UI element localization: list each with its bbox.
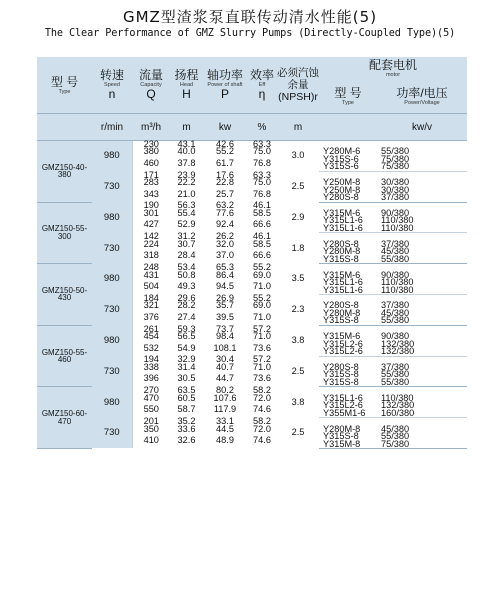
motor-power-cell: 90/380 (381, 208, 410, 219)
efficiency-cell: 73.6 (253, 342, 271, 353)
npsh-cell: 3.0 (291, 150, 305, 161)
motor-type-cell: Y315L2-6 (323, 400, 363, 411)
motor-power-cell: 132/380 (377, 348, 467, 356)
power-cell: 48.9 (216, 435, 234, 446)
header-efficiency-symbol: η (258, 87, 266, 101)
capacity-cell: 460 (132, 156, 170, 171)
motor-power-cell: 55/380 (381, 146, 410, 157)
npsh-cell: 3.5 (291, 273, 305, 284)
header-power-cn: 轴功率 (206, 68, 243, 82)
power-cell: 30.4 (216, 354, 234, 365)
capacity-cell: 380 (132, 148, 170, 155)
motor-power-cell: 55/380 (381, 369, 410, 380)
header-efficiency-en: Eff (258, 82, 266, 88)
speed-cell: 730 (92, 171, 132, 202)
power-cell: 26.2 (216, 231, 234, 242)
motor-power-cell: 55/380 (377, 317, 467, 325)
motor-type-cell: Y250M-8 (323, 184, 361, 195)
capacity-cell: 201 (132, 418, 170, 426)
head-cell: 55.4 (177, 208, 196, 219)
capacity-cell: 532 (132, 341, 170, 356)
efficiency-cell: 66.6 (253, 250, 271, 261)
motor-power-cell: 37/380 (377, 194, 467, 202)
model-name-cell: GMZ150-50-430 (37, 264, 92, 326)
head-cell: 28.4 (177, 250, 196, 261)
header-motor-type-en: Type (342, 99, 354, 106)
head-cell: 63.5 (177, 385, 196, 396)
efficiency-cell: 46.1 (253, 231, 271, 242)
motor-power-cell: 75/380 (377, 441, 467, 449)
header-speed (92, 57, 132, 114)
efficiency-cell: 55.2 (253, 261, 271, 272)
efficiency-cell: 71.0 (253, 281, 271, 292)
power-cell: 37.0 (216, 250, 234, 261)
power-cell: 40.7 (216, 362, 234, 373)
motor-power-cell: 110/380 (377, 287, 467, 295)
motor-power-cell: 90/380 (381, 331, 410, 342)
model-name-cell: GMZ150-55-460 (37, 325, 92, 387)
head-cell: 54.9 (177, 342, 196, 353)
head-cell: 59.3 (177, 323, 196, 334)
performance-table-body (37, 141, 467, 449)
capacity-cell: 343 (132, 187, 170, 202)
power-cell: 35.7 (216, 300, 234, 311)
efficiency-cell: 66.6 (253, 219, 271, 230)
power-cell: 94.5 (216, 281, 234, 292)
efficiency-cell: 58.5 (253, 238, 271, 249)
capacity-cell: 224 (132, 241, 170, 248)
capacity-cell: 171 (132, 171, 170, 179)
efficiency-cell: 55.2 (253, 292, 271, 303)
header-speed-en: Speed (104, 82, 120, 88)
capacity-cell: 283 (132, 179, 170, 186)
head-cell: 30.5 (177, 373, 196, 384)
head-cell: 22.2 (177, 177, 196, 188)
unit-motor-type (319, 114, 377, 141)
motor-type-cell: Y315S-6 (319, 163, 377, 171)
power-cell: 73.7 (216, 323, 234, 334)
head-cell: 56.5 (177, 331, 196, 342)
motor-power-cell: 45/380 (381, 246, 410, 257)
header-row-1 (37, 57, 467, 79)
motor-type-cell: Y280S-8 (323, 362, 359, 373)
header-capacity-symbol: Q (146, 87, 156, 101)
power-cell: 98.4 (216, 331, 234, 342)
header-npsh-cn: 必须汽蚀 (277, 67, 319, 79)
power-cell: 77.6 (216, 208, 234, 219)
header-head-cn: 扬程 (174, 68, 199, 82)
power-cell: 63.2 (216, 200, 234, 211)
performance-table (37, 57, 467, 449)
capacity-cell: 301 (132, 210, 170, 217)
capacity-cell: 184 (132, 294, 170, 302)
efficiency-cell: 73.6 (253, 373, 271, 384)
speed-cell: 730 (92, 356, 132, 387)
motor-power-cell: 132/380 (381, 338, 415, 349)
head-cell: 32.6 (177, 435, 196, 446)
header-npsh-symbol: (NPSH)r (278, 91, 318, 103)
motor-type-cell: Y315M-6 (323, 331, 361, 342)
capacity-cell: 142 (132, 233, 170, 241)
efficiency-cell: 71.0 (253, 362, 271, 373)
power-cell: 107.6 (213, 392, 237, 403)
head-cell: 31.2 (177, 231, 196, 242)
capacity-cell: 321 (132, 302, 170, 309)
power-cell: 33.1 (216, 415, 234, 426)
power-cell: 32.0 (216, 238, 234, 249)
power-cell: 61.7 (216, 157, 234, 168)
motor-power-cell: 110/380 (381, 392, 414, 403)
head-cell: 35.2 (177, 415, 196, 426)
power-cell: 55.2 (216, 146, 234, 157)
motor-type-cell: Y280S-8 (323, 238, 359, 249)
motor-type-cell: Y280S-8 (323, 300, 359, 311)
capacity-cell: 376 (132, 310, 170, 325)
motor-type-cell: Y315S-8 (319, 379, 377, 387)
efficiency-cell: 76.8 (253, 188, 271, 199)
unit-npsh: m (277, 114, 319, 141)
efficiency-cell: 63.3 (253, 139, 271, 149)
speed-cell: 980 (92, 141, 132, 172)
unit-speed: r/min (92, 114, 132, 141)
npsh-cell: 2.5 (291, 180, 305, 191)
efficiency-cell: 76.8 (253, 157, 271, 168)
capacity-cell: 338 (132, 364, 170, 371)
power-cell: 44.5 (216, 423, 234, 434)
title-english: The Clear Performance of GMZ Slurry Pumps (Directly-Coupled Type)(5) (44, 28, 456, 39)
capacity-cell: 194 (132, 356, 170, 364)
unit-power: kw (203, 114, 247, 141)
header-model (37, 57, 92, 114)
capacity-cell: 454 (132, 333, 170, 340)
motor-type-cell: Y315M-8 (319, 441, 377, 449)
head-cell: 52.9 (177, 219, 196, 230)
speed-cell: 730 (92, 418, 132, 449)
head-cell: 43.1 (177, 139, 196, 149)
efficiency-cell: 58.2 (253, 415, 271, 426)
capacity-cell: 410 (132, 433, 170, 448)
npsh-cell: 2.5 (291, 427, 305, 438)
motor-power-cell: 110/380 (377, 225, 467, 233)
efficiency-cell: 74.6 (253, 435, 271, 446)
capacity-cell: 504 (132, 279, 170, 294)
head-cell: 31.4 (177, 362, 196, 373)
header-power (203, 57, 247, 114)
motor-power-cell: 55/380 (381, 431, 410, 442)
npsh-cell: 2.9 (291, 211, 305, 222)
header-motor-type-cn: 型 号 (334, 85, 362, 100)
motor-power-cell: 75/380 (377, 163, 467, 171)
motor-type-cell: Y280M-8 (323, 423, 361, 434)
power-cell: 65.3 (216, 261, 234, 272)
power-cell: 17.6 (216, 169, 234, 180)
npsh-cell: 3.8 (291, 396, 305, 407)
head-cell: 27.4 (177, 311, 196, 322)
motor-type-cell: Y315L2-6 (319, 348, 377, 356)
speed-cell: 980 (92, 264, 132, 295)
capacity-cell: 470 (132, 395, 170, 402)
head-cell: 58.7 (177, 404, 196, 415)
unit-head: m (170, 114, 203, 141)
efficiency-cell: 58.5 (253, 208, 271, 219)
power-cell: 44.7 (216, 373, 234, 384)
header-motor-power-en: Power/Voltage (404, 99, 440, 106)
head-cell: 28.2 (177, 300, 196, 311)
header-motor-cn: 配套电机 (369, 57, 418, 72)
power-cell: 117.9 (213, 404, 237, 415)
motor-type-cell: Y315S-8 (323, 431, 359, 442)
speed-cell: 730 (92, 294, 132, 325)
header-head (170, 57, 203, 114)
npsh-cell: 1.8 (291, 242, 305, 253)
header-capacity (132, 57, 170, 114)
power-cell: 42.6 (216, 139, 234, 149)
title-chinese: GMZ型渣浆泵直联传动清水性能(5) (122, 8, 378, 26)
header-npsh (277, 57, 319, 114)
efficiency-cell: 69.0 (253, 300, 271, 311)
motor-type-cell: Y315M-6 (323, 269, 361, 280)
model-name-cell: GMZ150-55-300 (37, 202, 92, 264)
motor-power-cell: 160/380 (377, 410, 467, 418)
capacity-cell: 248 (132, 264, 170, 272)
efficiency-cell: 57.2 (253, 354, 271, 365)
motor-power-cell: 37/380 (381, 238, 410, 249)
header-motor (319, 57, 467, 79)
header-power-en: Power of shaft (207, 82, 243, 88)
head-cell: 23.9 (177, 169, 196, 180)
speed-cell: 980 (92, 325, 132, 356)
unit-motor-power: kw/v (377, 114, 467, 141)
motor-type-cell: Y250M-8 (323, 177, 361, 188)
motor-power-cell: 55/380 (377, 256, 467, 264)
efficiency-cell: 72.0 (253, 423, 271, 434)
npsh-cell: 3.8 (291, 334, 305, 345)
motor-power-cell: 45/380 (381, 307, 410, 318)
motor-power-cell: 30/380 (381, 184, 410, 195)
head-cell: 60.5 (177, 392, 196, 403)
motor-power-cell: 55/380 (377, 379, 467, 387)
header-model-cn: 型 号 (50, 74, 79, 89)
header-model-en: Type (58, 88, 71, 95)
head-cell: 53.4 (177, 261, 196, 272)
motor-type-cell: Y280S-8 (319, 194, 377, 202)
npsh-cell: 2.3 (291, 304, 305, 315)
head-cell: 29.6 (177, 292, 196, 303)
speed-cell: 980 (92, 202, 132, 233)
motor-power-cell: 110/380 (381, 277, 414, 288)
efficiency-cell: 75.0 (253, 146, 271, 157)
head-cell: 37.8 (177, 157, 196, 168)
motor-power-cell: 30/380 (381, 177, 410, 188)
motor-type-cell: Y280M-8 (323, 307, 361, 318)
motor-type-cell: Y315S-8 (323, 369, 359, 380)
efficiency-cell: 63.3 (253, 169, 271, 180)
motor-type-cell: Y315L2-6 (323, 338, 363, 349)
head-cell: 21.0 (177, 188, 196, 199)
speed-cell: 730 (92, 233, 132, 264)
npsh-cell: 2.5 (291, 365, 305, 376)
motor-type-cell: Y315L1-6 (323, 277, 363, 288)
header-power-symbol: P (220, 87, 229, 101)
header-capacity-en: Capacity (140, 82, 162, 88)
motor-type-cell: Y280M-6 (323, 146, 361, 157)
header-efficiency (247, 57, 277, 114)
capacity-cell: 318 (132, 248, 170, 263)
efficiency-cell: 72.0 (253, 392, 271, 403)
motor-type-cell: Y315M-6 (323, 208, 361, 219)
unit-model (37, 114, 92, 141)
efficiency-cell: 57.2 (253, 323, 271, 334)
header-motor-power-cn: 功率/电压 (396, 85, 448, 100)
power-cell: 108.1 (213, 342, 237, 353)
head-cell: 30.7 (177, 238, 196, 249)
efficiency-cell: 58.2 (253, 385, 271, 396)
efficiency-cell: 71.0 (253, 331, 271, 342)
header-motor-en: motor (385, 71, 401, 78)
head-cell: 50.8 (177, 269, 196, 280)
speed-cell: 980 (92, 387, 132, 418)
capacity-cell: 270 (132, 387, 170, 395)
capacity-cell: 427 (132, 217, 170, 232)
efficiency-cell: 71.0 (253, 311, 271, 322)
power-cell: 39.5 (216, 311, 234, 322)
efficiency-cell: 69.0 (253, 269, 271, 280)
power-cell: 22.8 (216, 177, 234, 188)
model-name-cell: GMZ150-40-380 (37, 141, 92, 203)
header-head-symbol: H (182, 87, 191, 101)
power-cell: 80.2 (216, 385, 234, 396)
header-capacity-cn: 流量 (138, 68, 163, 82)
motor-type-cell: Y315S-8 (319, 317, 377, 325)
motor-type-cell: Y315S-6 (323, 153, 359, 164)
motor-power-cell: 37/380 (381, 300, 410, 311)
capacity-cell: 350 (132, 426, 170, 433)
motor-type-cell: Y280M-8 (323, 246, 361, 257)
motor-type-cell: Y315S-8 (319, 256, 377, 264)
unit-capacity: m³/h (132, 114, 170, 141)
capacity-cell: 261 (132, 325, 170, 333)
motor-power-cell: 45/380 (381, 423, 410, 434)
model-name-cell: GMZ150-60-470 (37, 387, 92, 449)
motor-power-cell: 132/380 (381, 400, 415, 411)
head-cell: 32.9 (177, 354, 196, 365)
motor-power-cell: 90/380 (381, 269, 410, 280)
capacity-cell: 190 (132, 202, 170, 210)
head-cell: 33.6 (177, 423, 196, 434)
motor-power-cell: 110/380 (381, 215, 414, 226)
power-cell: 92.4 (216, 219, 234, 230)
header-motor-type (319, 79, 377, 114)
power-cell: 86.4 (216, 269, 234, 280)
header-speed-cn: 转速 (99, 68, 124, 82)
unit-efficiency: % (247, 114, 277, 141)
header-motor-power (377, 79, 467, 114)
head-cell: 56.3 (177, 200, 196, 211)
capacity-cell: 396 (132, 371, 170, 386)
header-efficiency-cn: 效率 (249, 68, 274, 82)
efficiency-cell: 75.0 (253, 177, 271, 188)
motor-power-cell: 37/380 (381, 362, 410, 373)
power-cell: 25.7 (216, 188, 234, 199)
head-cell: 40.0 (177, 146, 196, 157)
header-npsh-cn2: 余量 (287, 79, 309, 91)
motor-type-cell: Y315L1-6 (323, 215, 363, 226)
capacity-cell: 431 (132, 272, 170, 279)
capacity-cell: 550 (132, 402, 170, 417)
head-cell: 49.3 (177, 281, 196, 292)
motor-type-cell: Y315L1-6 (319, 225, 377, 233)
header-head-en: Head (179, 82, 194, 88)
motor-power-cell: 75/380 (381, 153, 410, 164)
motor-type-cell: Y315L1-6 (323, 392, 363, 403)
power-cell: 26.9 (216, 292, 234, 303)
units-row (37, 114, 467, 141)
motor-type-cell: Y355M1-6 (319, 410, 377, 418)
motor-type-cell: Y315L1-6 (319, 287, 377, 295)
efficiency-cell: 74.6 (253, 404, 271, 415)
header-speed-symbol: n (108, 87, 116, 101)
efficiency-cell: 46.1 (253, 200, 271, 211)
capacity-cell: 230 (132, 141, 170, 149)
